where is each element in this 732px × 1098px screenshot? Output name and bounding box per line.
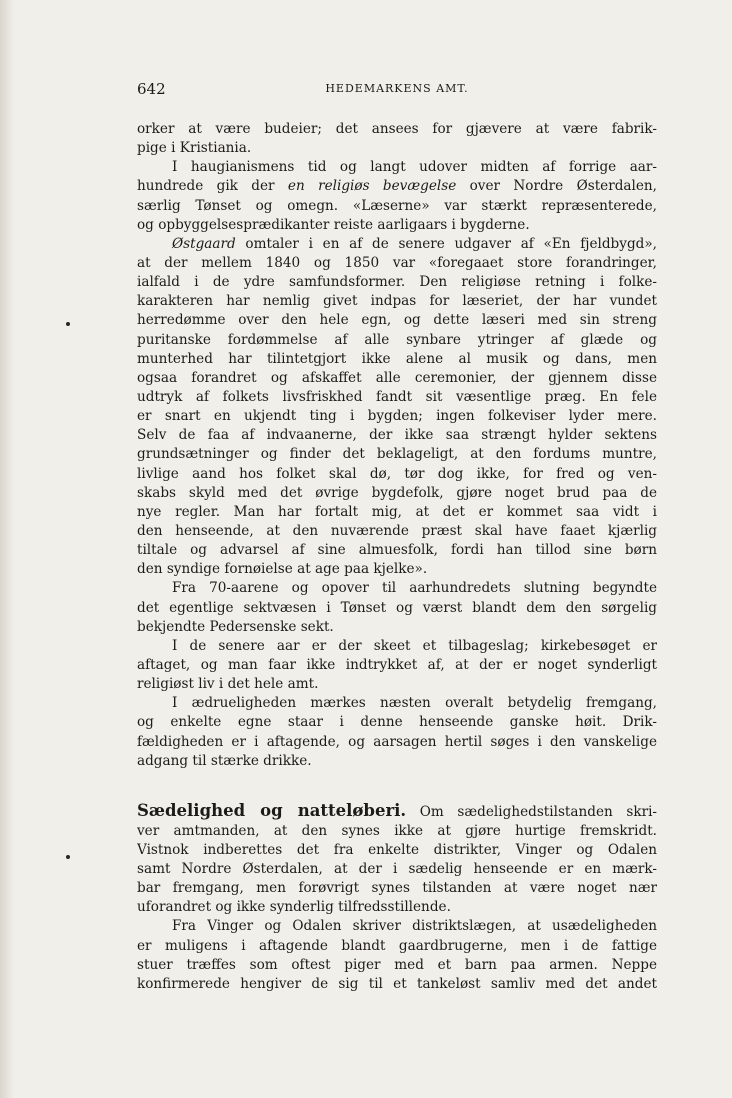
page-header: [137, 80, 657, 100]
page-number: 642: [137, 80, 166, 98]
margin-mark: [66, 855, 70, 859]
body-text: [137, 120, 657, 994]
text-line: konfirmerede hengiver de sig til et tankeløst samliv med det andet: [137, 975, 657, 992]
page-edge-shadow: [0, 0, 14, 1098]
running-head: HEDEMARKENS AMT.: [325, 82, 469, 95]
text-line: [137, 235, 657, 254]
text-line: [137, 177, 657, 196]
text-line: religiøst liv i det hele amt.: [137, 676, 319, 693]
text-span: over Nordre Østerdalen,: [456, 178, 657, 195]
text-line: ogsaa forandret og afskaffet alle ceremonier, der gjennem disse: [137, 369, 657, 386]
text-line: og opbyggelsesprædikanter reiste aarligaars i bygderne.: [137, 216, 530, 233]
text-line: aftaget, og man faar ikke indtrykket af, at der er noget synderligt: [137, 656, 657, 673]
text-line: karakteren har nemlig givet indpas for læseriet, der har vundet: [137, 293, 657, 310]
text-line: adgang til stærke drikke.: [137, 752, 312, 769]
text-line: samt Nordre Østerdalen, at der i sædelig henseende er en mærk-: [137, 861, 657, 878]
text-span: Om sædelighedstilstanden skri-: [406, 803, 657, 820]
text-line: særlig Tønset og omegn. «Læserne» var stærkt repræsenterede,: [137, 197, 657, 214]
text-line: ialfald i de ydre samfundsformer. Den religiøse retning i folke-: [137, 274, 657, 291]
text-line: udtryk af folkets livsfriskhed fandt sit væsentlige præg. En fele: [137, 388, 657, 405]
author-name: Østgaard: [172, 235, 236, 252]
emphasis-text: en religiøs bevægelse: [287, 178, 457, 195]
section-spacer: [137, 771, 657, 800]
text-line: bekjendte Pedersenske sekt.: [137, 618, 334, 635]
text-line: og enkelte egne staar i denne henseende ganske høit. Drik-: [137, 714, 657, 731]
text-line: pige i Kristiania.: [137, 140, 252, 157]
text-line: I de senere aar er der skeet et tilbageslag; kirkebesøget er: [172, 637, 657, 654]
text-line: I haugianismens tid og langt udover midten af forrige aar-: [172, 159, 657, 176]
text-line: [137, 800, 657, 822]
text-line: munterhed har tilintetgjort ikke alene al musik og dans, men: [137, 350, 657, 367]
text-line: livlige aand hos folket skal dø, tør dog ikke, for fred og ven-: [137, 465, 657, 482]
text-line: Selv de faa af indvaanerne, der ikke saa strængt hylder sektens: [137, 427, 657, 444]
text-line: er snart en ukjendt ting i bygden; ingen folkeviser lyder mere.: [137, 408, 657, 425]
text-line: Fra 70-aarene og opover til aarhundredets slutning begyndte: [172, 580, 657, 597]
text-line: tiltale og advarsel af sine almuesfolk, fordi han tillod sine børn: [137, 542, 657, 559]
section-heading: Sædelighed og natteløberi.: [137, 800, 407, 820]
text-line: uforandret og ikke synderlig tilfredsstillende.: [137, 899, 451, 916]
text-line: den henseende, at den nuværende præst skal have faaet kjærlig: [137, 522, 657, 539]
text-line: Fra Vinger og Odalen skriver distriktslægen, at usædeligheden: [172, 918, 657, 935]
text-line: bar fremgang, men forøvrigt synes tilstanden at være noget nær: [137, 880, 657, 897]
text-line: den syndige fornøielse at age paa kjelke».: [137, 561, 428, 578]
text-line: herredømme over den hele egn, og dette læseri med sin streng: [137, 312, 657, 329]
text-line: Vistnok indberettes det fra enkelte distrikter, Vinger og Odalen: [137, 841, 657, 858]
text-line: er muligens i aftagende blandt gaardbrugerne, men i de fattige: [137, 937, 657, 954]
text-line: grundsætninger og finder det beklageligt, at den fordums muntre,: [137, 446, 657, 463]
text-span: hundrede gik der: [137, 178, 288, 195]
text-line: orker at være budeier; det ansees for gjævere at være fabrik-: [137, 121, 657, 137]
text-line: skabs skyld med det øvrige bygdefolk, gjøre noget brud paa de: [137, 484, 657, 501]
margin-mark: [66, 322, 70, 326]
text-line: stuer træffes som oftest piger med et barn paa armen. Neppe: [137, 956, 657, 973]
text-line: det egentlige sektvæsen i Tønset og værst blandt dem den sørgelig: [137, 599, 657, 616]
text-line: ver amtmanden, at den synes ikke at gjøre hurtige fremskridt.: [137, 822, 657, 839]
text-line: puritanske fordømmelse af alle synbare ytringer af glæde og: [137, 331, 657, 348]
text-line: I ædrueligheden mærkes næsten overalt betydelig fremgang,: [172, 695, 657, 712]
text-line: fældigheden er i aftagende, og aarsagen hertil søges i den vanskelige: [137, 733, 657, 750]
text-line: at der mellem 1840 og 1850 var «foregaaet store forandringer,: [137, 254, 657, 271]
text-line: nye regler. Man har fortalt mig, at det er kommet saa vidt i: [137, 503, 657, 520]
text-span: omtaler i en af de senere udgaver af «En fjeldbygd»,: [235, 235, 657, 252]
